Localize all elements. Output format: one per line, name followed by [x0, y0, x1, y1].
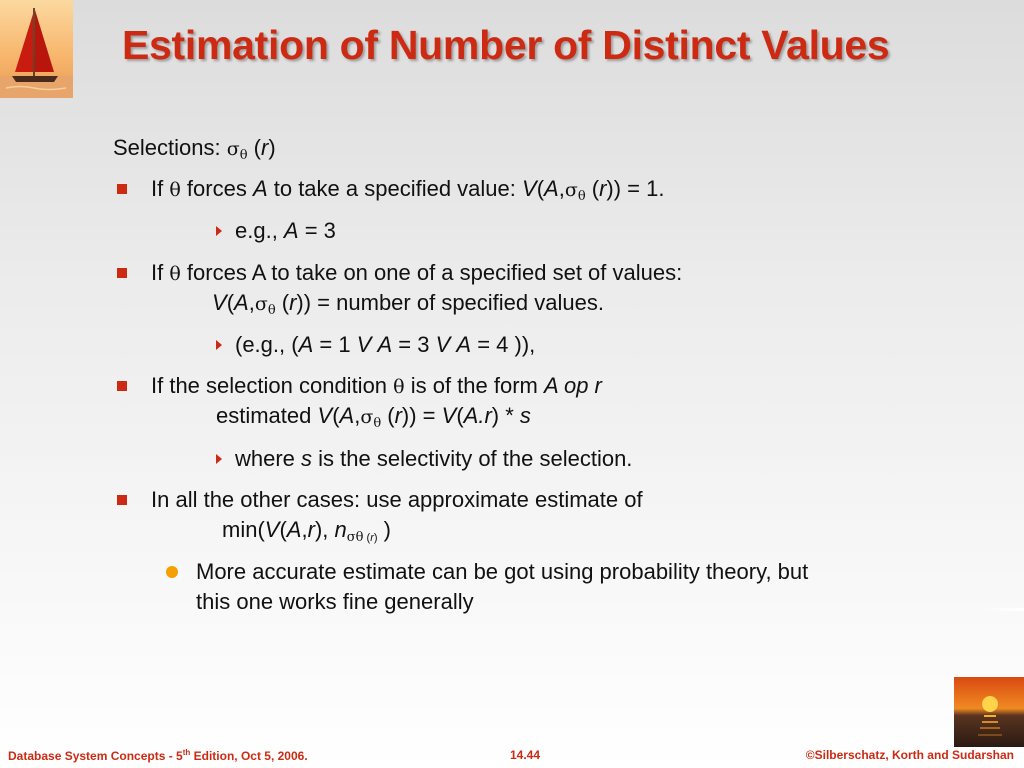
footer-slide-number: 14.44 [510, 748, 541, 762]
triangle-bullet-icon [216, 226, 222, 236]
triangle-bullet-icon [216, 454, 222, 464]
footer-copyright: ©Silberschatz, Korth and Sudarshan [805, 748, 1014, 762]
selections-label: Selections: [113, 135, 221, 160]
sunset-logo-icon [954, 677, 1024, 747]
bullet-selection-form: If the selection condition θ is of the form A op r [151, 373, 602, 398]
selections-line: Selections: $\sigma_\theta$ (r) [113, 135, 276, 163]
sub-bullet-probability-line1: More accurate estimate can be got using probability theory, but [196, 559, 809, 584]
triangle-bullet-icon [216, 340, 222, 350]
theta-subscript: θ [239, 148, 248, 163]
footer-course: Database System Concepts - 5th Edition, Oct 5, 2006. [8, 748, 308, 763]
square-bullet-icon [117, 184, 127, 194]
decorative-divider [979, 608, 1024, 611]
bullet-specified-set-formula: $V(A,\sigma_\theta$ (r)) = number of specified values. [212, 290, 604, 318]
bullet-specified-set: If θ forces A to take on one of a specified set of values: [151, 260, 683, 285]
bullet-selection-form-formula: estimated $V(A,\sigma_\theta$ (r)) = V(A.r) * s [216, 403, 531, 431]
bullet-other-cases-formula: min(V(A,r), $n_{\sigma\theta}$ (r) ) [222, 517, 391, 545]
bullet-other-cases: In all the other cases: use approximate estimate of [151, 487, 643, 512]
slide-title: Estimation of Number of Distinct Values [122, 22, 890, 68]
sub-bullet-example-1: e.g., A = 3 [235, 218, 336, 243]
sub-bullet-probability-line2: this one works fine generally [196, 589, 474, 614]
sigma-symbol: σ [226, 138, 240, 160]
square-bullet-icon [117, 268, 127, 278]
sub-bullet-example-2: (e.g., (A = 1 V A = 3 V A = 4 )), [235, 332, 536, 357]
square-bullet-icon [117, 495, 127, 505]
square-bullet-icon [117, 381, 127, 391]
dot-bullet-icon [166, 566, 178, 578]
bullet-specified-value: If θ forces A to take a specified value: $V(A,\sigma_\theta$ (r)) = 1. [151, 176, 665, 204]
sub-bullet-selectivity: where s is the selectivity of the selection. [235, 446, 633, 471]
